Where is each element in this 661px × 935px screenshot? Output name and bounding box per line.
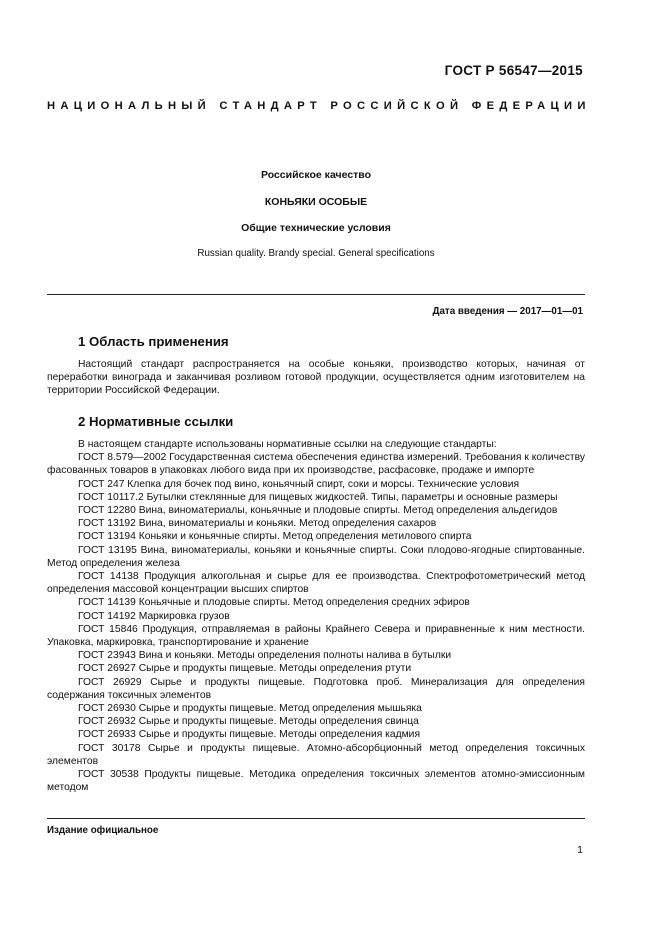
gost-code: ГОСТ Р 56547—2015 [444, 63, 583, 78]
section-2-heading: 2 Нормативные ссылки [78, 414, 234, 429]
section-2-body [47, 438, 585, 794]
document-title: КОНЬЯКИ ОСОБЫЕ [264, 196, 368, 208]
reference-item: ГОСТ 13194 Коньяки и коньячные спирты. Метод определения метилового спирта [78, 531, 472, 543]
reference-item: ГОСТ 30538 Продукты пищевые. Методика определения токсичных элементов атомно-эмиссионным методом [47, 769, 585, 794]
reference-item: ГОСТ 13195 Вина, виноматериалы, коньяки и коньячные спирты. Соки плодово-ягодные спиртованные. Метод определения железа [47, 544, 585, 569]
section-1-body [47, 358, 585, 398]
reference-item: ГОСТ 14138 Продукция алкогольная и сырье для ее производства. Спектрофотометрический метод определения массовой концентрации высших спиртов [47, 571, 585, 596]
introduction-date: Дата введения — 2017—01—01 [432, 306, 583, 317]
page-number: 1 [577, 844, 583, 856]
reference-item: ГОСТ 10117.2 Бутылки стеклянные для пищевых жидкостей. Типы, параметры и основные размеры [78, 491, 558, 503]
reference-item: ГОСТ 23943 Вина и коньяки. Методы определения полноты налива в бутылки [78, 650, 452, 662]
reference-item: ГОСТ 26933 Сырье и продукты пищевые. Методы определения кадмия [78, 729, 421, 741]
reference-item: ГОСТ 26932 Сырье и продукты пищевые. Методы определения свинца [78, 716, 419, 728]
reference-item: В настоящем стандарте использованы нормативные ссылки на следующие стандарты: [78, 439, 497, 450]
section-1-paragraph: Настоящий стандарт распространяется на особые коньяки, производство которых, начиная от переработки винограда и заканчивая розливом готовой продукции, осуществляется одним изготовителем на территории Российской Федерации. [47, 359, 585, 397]
footer-divider [47, 818, 585, 819]
reference-item: ГОСТ 247 Клепка для бочек под вино, коньячный спирт, соки и морсы. Технические условия [78, 478, 520, 490]
section-1-heading: 1 Область применения [78, 334, 229, 349]
official-edition-label: Издание официальное [47, 825, 159, 836]
reference-item: ГОСТ 30178 Сырье и продукты пищевые. Атомно-абсорбционный метод определения токсичных элементов [47, 742, 585, 767]
top-divider [47, 294, 585, 295]
reference-item: ГОСТ 8.579—2002 Государственная система обеспечения единства измерений. Требования к количеству фасованных товаров в упаковках любого вида при их производстве, расфасовке, продаже и импорте [47, 452, 585, 477]
english-title: Russian quality. Brandy special. General specifications [197, 248, 435, 259]
national-standard-heading: НАЦИОНАЛЬНЫЙ СТАНДАРТ РОССИЙСКОЙ ФЕДЕРАЦИИ [47, 100, 591, 112]
reference-item: ГОСТ 14192 Маркировка грузов [78, 610, 230, 622]
reference-item: ГОСТ 26930 Сырье и продукты пищевые. Метод определения мышьяка [78, 703, 422, 715]
reference-item: ГОСТ 26927 Сырье и продукты пищевые. Методы определения ртути [78, 663, 412, 675]
reference-item: ГОСТ 15846 Продукция, отправляемая в районы Крайнего Севера и приравненные к ним местности. Упаковка, маркировка, транспортирование и хранение [47, 623, 585, 649]
document-subtitle: Общие технические условия [241, 222, 391, 234]
reference-item: ГОСТ 12280 Вина, виноматериалы, коньячные и плодовые спирты. Метод определения альдегидов [78, 505, 558, 517]
reference-item: ГОСТ 13192 Вина, виноматериалы и коньяки. Метод определения сахаров [78, 518, 437, 530]
quality-label: Российское качество [260, 169, 372, 181]
reference-item: ГОСТ 26929 Сырье и продукты пищевые. Подготовка проб. Минерализация для определения содержания токсичных элементов [47, 676, 585, 701]
reference-item: ГОСТ 14139 Коньячные и плодовые спирты. Метод определения средних эфиров [78, 597, 470, 609]
